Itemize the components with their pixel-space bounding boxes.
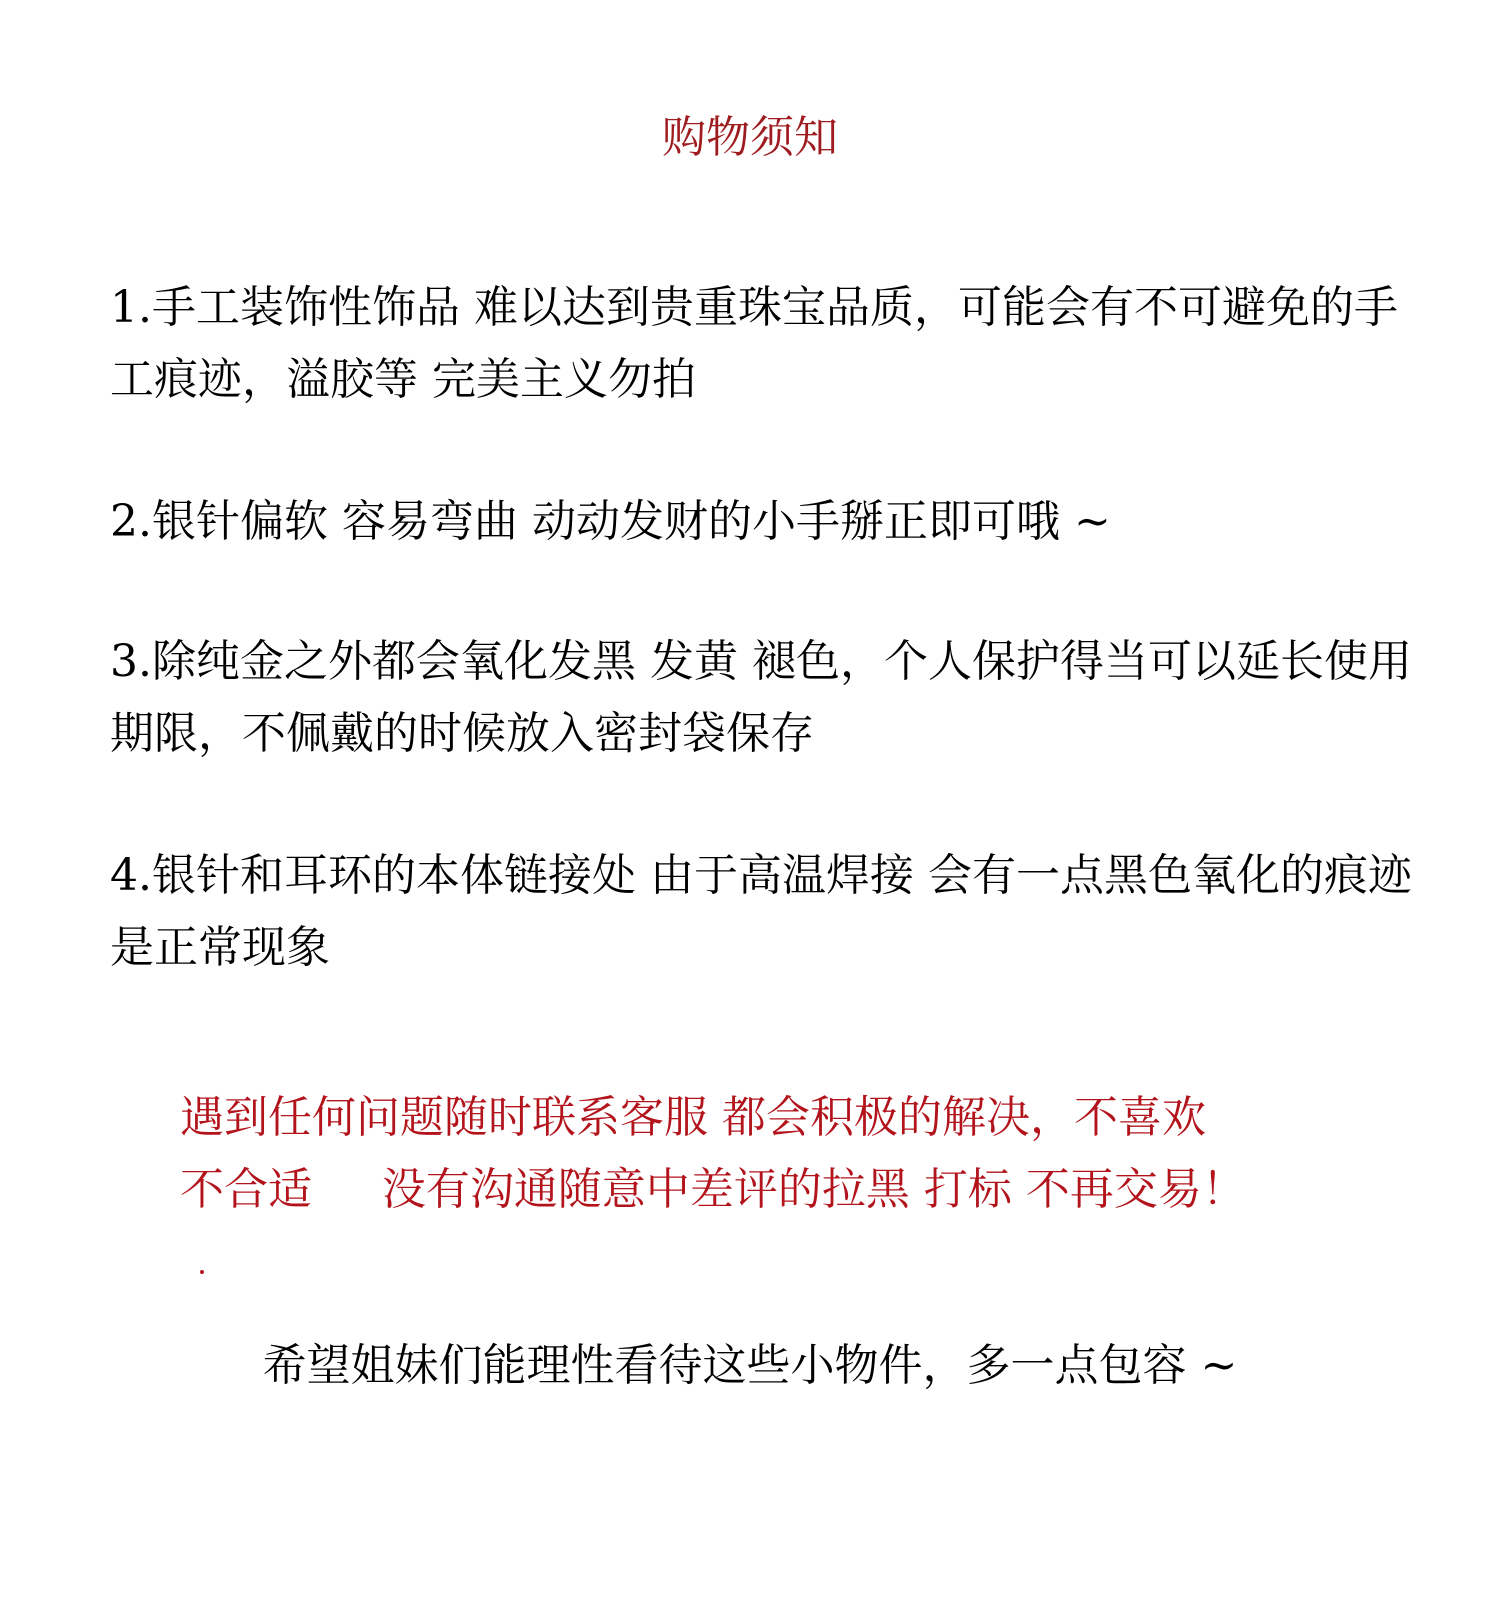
warning-line-1: 遇到任何问题随时联系客服 都会积极的解决，不喜欢 bbox=[180, 1092, 1206, 1143]
warning-block bbox=[180, 1082, 1320, 1226]
notice-item-1: 1.手工装饰性饰品 难以达到贵重珠宝品质，可能会有不可避免的手工痕迹，溢胶等 完美主义勿拍 bbox=[110, 282, 1398, 405]
notice-item-2: 2.银针偏软 容易弯曲 动动发财的小手掰正即可哦 ~ bbox=[110, 496, 1111, 547]
closing-message: 希望姐妹们能理性看待这些小物件，多一点包容 ~ bbox=[262, 1340, 1238, 1391]
notice-item-4: 4.银针和耳环的本体链接处 由于高温焊接 会有一点黑色氧化的痕迹 是正常现象 bbox=[110, 850, 1412, 973]
page-title: 购物须知 bbox=[662, 112, 838, 163]
decorative-dot bbox=[200, 1270, 204, 1274]
warning-line-2: 不合适 没有沟通随意中差评的拉黑 打标 不再交易！ bbox=[180, 1164, 1246, 1215]
notice-item-3: 3.除纯金之外都会氧化发黑 发黄 褪色，个人保护得当可以延长使用期限，不佩戴的时候放入密封袋保存 bbox=[110, 636, 1412, 759]
